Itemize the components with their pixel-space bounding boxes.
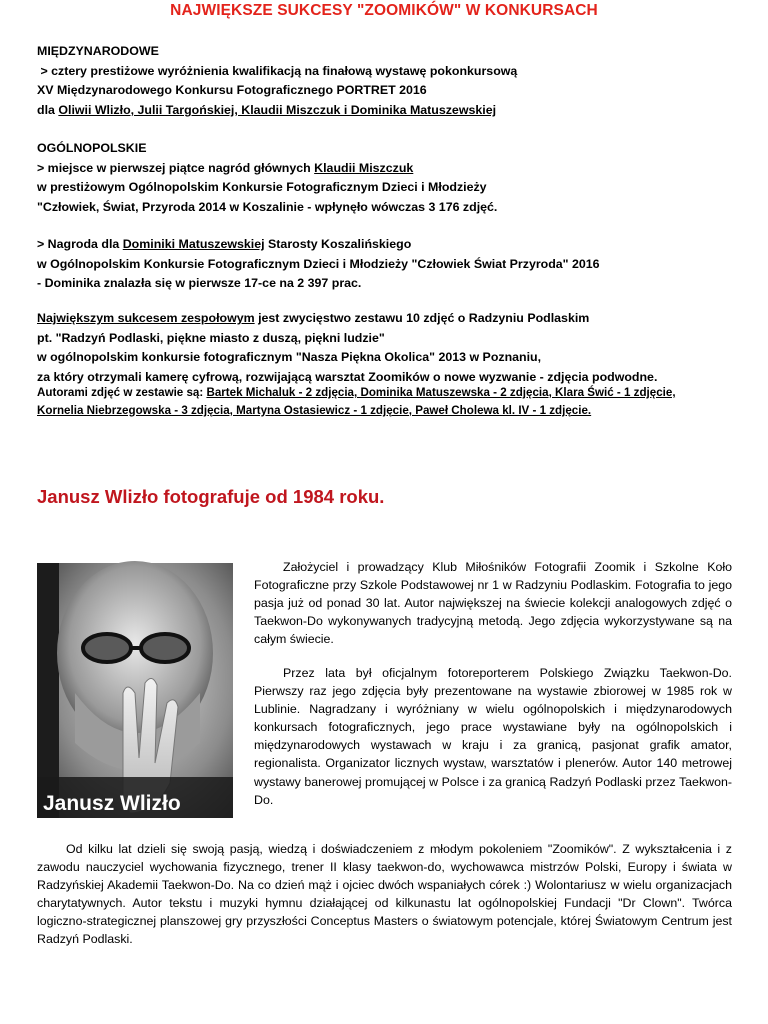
bio-paragraph-2 [254,664,732,809]
authors-prefix: Autorami zdjęć w zestawie są: [37,386,207,399]
team-line-1-rest: jest zwycięstwo zestawu 10 zdjęć o Radzyniu Podlaskim [254,311,590,325]
authors-list-2: Kornelia Niebrzegowska - 3 zdjęcia, Martyna Ostasiewicz - 1 zdjęcie, Paweł Cholewa kl. IV - 1 zdjęcie. [37,403,592,417]
team-line-1 [37,309,757,329]
national-section [37,139,757,217]
national-b-name: Dominiki Matuszewskiej [122,237,265,251]
national-b-line-3: - Dominika znalazła się w pierwsze 17-ce na 2 397 prac. [37,276,362,291]
national-a-line-3: "Człowiek, Świat, Przyroda 2014 w Koszalinie - wpłynęło wówczas 3 176 zdjęć. [37,199,498,214]
portrait-caption: Janusz Wlizło [43,792,181,815]
team-line-4: za który otrzymali kamerę cyfrową, rozwijającą warsztat Zoomików o nowe wyzwanie - zdjęcia podwodne. [37,369,658,384]
national-b-line-1 [37,235,757,255]
national-b-suffix: Starosty Koszalińskiego [264,237,412,251]
portrait-photo [35,543,235,820]
bio-heading: Janusz Wlizło fotografuje od 1984 roku. [37,486,385,507]
national-award-section [37,235,757,294]
authors-line-1 [37,384,757,402]
international-line-3-prefix: dla [37,102,59,117]
team-line-2: pt. "Radzyń Podlaski, piękne miasto z duszą, piękni ludzie" [37,330,385,345]
bio-text-3: Od kilku lat dzieli się swoją pasją, wiedzą i doświadczeniem z młodym pokoleniem "Zoomików". Z wykształcenia i z zawodu nauczyciel wychowania fizycznego, trener II klasy taekwon-do, wychowawca mistrzów Polski, Europy i świata w Radzyńskiej Akademii Taekwon-Do. Na co dzień mąż i ojciec dwóch wspaniałych córek :) Wolontariusz w wielu organizacjach charytatywnych. Autor tekstu i muzyki hymnu działającej od kilkunastu lat ogólnopolskiej Fundacji "Dr Clown". Twórca logiczno-strategicznej planszowej gry przyszłości Conceptus Masters o światowym potencjale, której Światowym Centrum jest Radzyń Podlaski. [37,842,732,947]
national-a-line-2: w prestiżowym Ogólnopolskim Konkursie Fotograficznym Dzieci i Młodzieży [37,180,487,195]
international-line-3 [37,101,757,121]
team-highlight: Największym sukcesem zespołowym [37,311,255,325]
team-line-3: w ogólnopolskim konkursie fotograficznym "Nasza Piękna Okolica" 2013 w Poznaniu, [37,350,542,365]
international-heading: MIĘDZYNARODOWE [37,44,159,58]
national-heading: OGÓLNOPOLSKIE [37,141,147,155]
bio-paragraph-1 [254,558,732,648]
national-a-prefix: > miejsce w pierwszej piątce nagród głównych [37,160,315,175]
national-a-line-1 [37,159,757,179]
national-b-line-2: w Ogólnopolskim Konkursie Fotograficznym Dzieci i Młodzieży "Człowiek Świat Przyroda" 2016 [37,256,600,271]
page-title: NAJWIĘKSZE SUKCESY "ZOOMIKÓW" W KONKURSACH [170,2,598,19]
authors-list-1: Bartek Michaluk - 2 zdjęcia, Dominika Matuszewska - 2 zdjęcia, Klara Świć - 1 zdjęcie, [206,386,676,399]
bio-text-2: Przez lata był oficjalnym fotoreporterem Polskiego Związku Taekwon-Do. Pierwszy raz jego zdjęcia były prezentowane na wystawie zbiorowej w 1985 rok w Lublinie. Nagradzany i wyróżniany w wielu ogólnopolskich i międzynarodowych konkursach fotograficznych, jego prace wystawiane były na ogólnopolskich i międzynarodowych wystawach w kraju i za granicą, pasjonat grafik amator, regionalista. Organizator licznych wystaw, warsztatów i plenerów. Autor 140 metrowej wystawy banerowej promującej w Polsce i za granicą Radzyń Podlaski przez Taekwon-Do. [254,666,732,807]
bio-paragraph-3 [37,840,732,949]
team-authors [37,384,757,419]
national-b-prefix: > Nagroda dla [37,237,123,251]
international-line-1: > cztery prestiżowe wyróżnienia kwalifikacją na finałową wystawę pokonkursową [37,63,518,78]
team-section [37,309,757,387]
portrait-image [35,543,235,820]
international-winners: Oliwii Wlizło, Julii Targońskiej, Klaudii Miszczuk i Dominika Matuszewskiej [58,102,497,117]
international-section [37,42,757,120]
national-a-name: Klaudii Miszczuk [314,160,414,175]
bio-text-1: Założyciel i prowadzący Klub Miłośników Fotografii Zoomik i Szkolne Koło Fotograficzne przy Szkole Podstawowej nr 1 w Radzyniu Podlaskim. Fotografia to jego pasja już od ponad 30 lat. Autor największej na świecie kolekcji analogowych zdjęć o Taekwon-Do wykonywanych tradycyjną metodą. Jego zdjęcia wykorzystywane są na całym świecie. [254,560,732,647]
international-line-2: XV Międzynarodowego Konkursu Fotograficznego PORTRET 2016 [37,83,427,98]
